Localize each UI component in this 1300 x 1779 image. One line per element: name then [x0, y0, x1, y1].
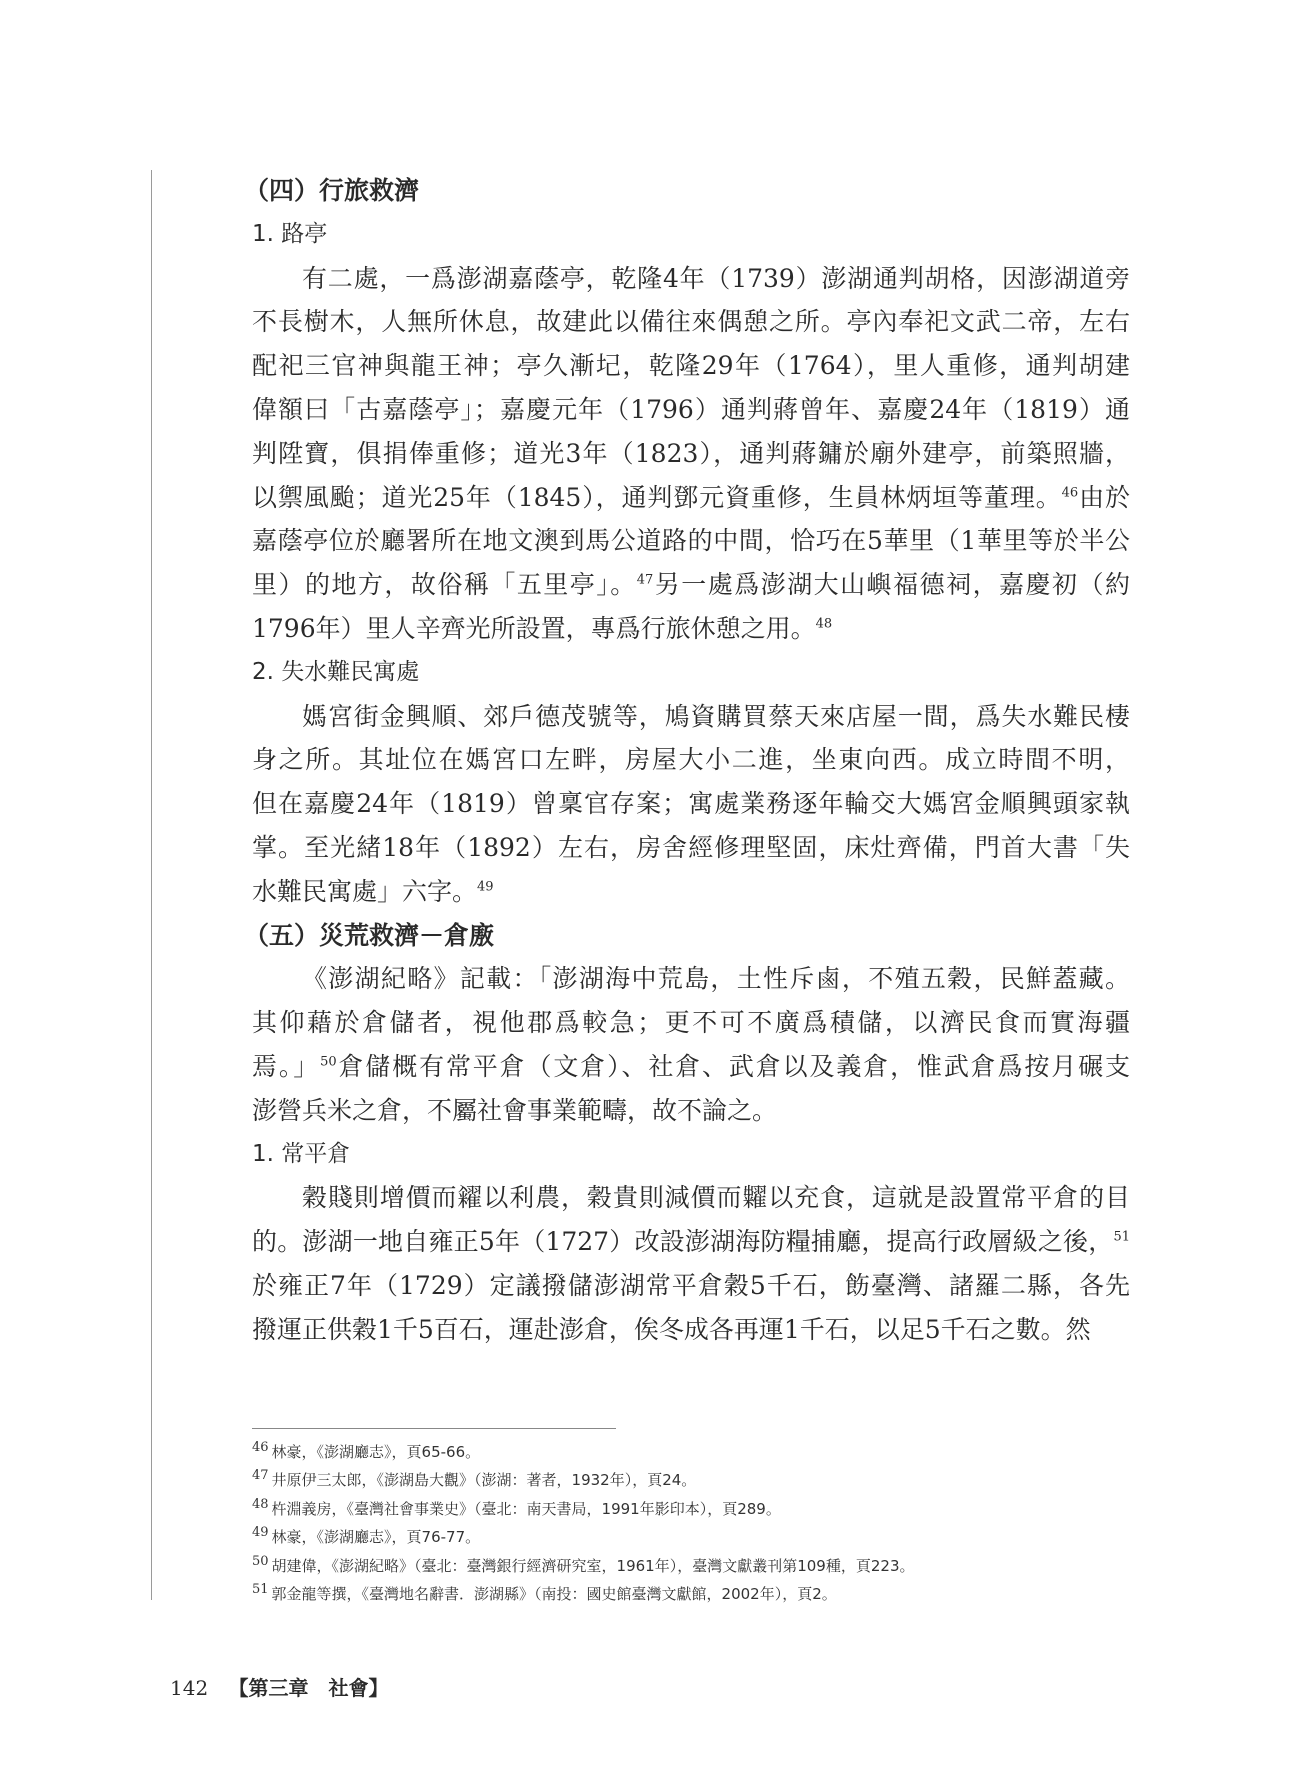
footnote-text: 井原伊三太郎，《澎湖島大觀》（澎湖：著者，1932年），頁24。: [271, 1471, 697, 1490]
text-line: [252, 476, 1130, 520]
chapter-title: 【第三章 社會】: [228, 1676, 389, 1700]
page-footer: [170, 1672, 389, 1701]
footnote-text: 杵淵義房，《臺灣社會事業史》（臺北：南天書局，1991年影印本），頁289。: [271, 1499, 781, 1518]
text-line: [252, 826, 1130, 870]
section-heading: （五）災荒救濟－倉廒: [244, 920, 495, 950]
text-span: 的。澎湖一地自雍正5年（1727）改設澎湖海防糧捕廳，提高行政層級之後，: [252, 1227, 1114, 1257]
text-line: [252, 695, 1130, 739]
footnote: [252, 1438, 915, 1466]
text-span: 配祀三官神與龍王神；亭久漸圮，乾隆29年（1764），里人重修，通判胡建: [252, 351, 1130, 381]
footnote-text: 郭金龍等撰，《臺灣地名辭書．澎湖縣》（南投：國史館臺灣文獻館，2002年），頁2。: [271, 1584, 837, 1603]
footnotes: [252, 1438, 915, 1608]
subsection-heading: 1. 路亭: [252, 220, 328, 247]
text-line: [252, 1001, 1130, 1045]
text-span: 媽宮街金興順、郊戶德茂號等，鳩資購買蔡天來店屋一間，爲失水難民棲: [302, 701, 1130, 731]
text-span: 嘉蔭亭位於廳署所在地文澳到馬公道路的中間，恰巧在5華里（1華里等於半公: [252, 526, 1130, 556]
text-line: [252, 300, 1130, 344]
text-span: 有二處，一爲澎湖嘉蔭亭，乾隆4年（1739）澎湖通判胡格，因澎湖道旁: [302, 263, 1130, 293]
footnote-text: 林豪，《澎湖廳志》，頁65-66。: [271, 1443, 481, 1461]
footnote-ref: 50: [320, 1054, 337, 1070]
text-span: 判陞寶，俱捐俸重修；道光3年（1823），通判蔣鏞於廟外建亭，前築照牆，: [252, 438, 1130, 468]
main-text: [244, 169, 1130, 1352]
text-span: 由於: [1078, 482, 1130, 512]
page-number: 142: [170, 1676, 209, 1700]
text-line: [252, 1089, 1130, 1133]
footnote-number: 47: [252, 1468, 269, 1484]
text-span: 焉。」: [252, 1051, 321, 1081]
subsection-heading: 1. 常平倉: [252, 1140, 351, 1167]
footnote-number: 48: [252, 1496, 269, 1512]
subsection-heading: 2. 失水難民寓處: [252, 658, 420, 685]
text-span: 掌。至光緒18年（1892）左右，房舍經修理堅固，床灶齊備，門首大書「失: [252, 832, 1130, 862]
text-span: 於雍正7年（1729）定議撥儲澎湖常平倉穀5千石，飭臺灣、諸羅二縣，各先: [252, 1270, 1130, 1300]
footnote-ref: 49: [477, 879, 494, 895]
footnote-ref: 51: [1113, 1229, 1130, 1245]
footnote: [252, 1495, 915, 1523]
paragraph: [252, 1176, 1130, 1351]
text-line: [252, 738, 1130, 782]
text-span: 身之所。其址位在媽宮口左畔，房屋大小二進，坐東向西。成立時間不明，: [252, 745, 1130, 775]
footnote-divider: [252, 1428, 616, 1429]
text-span: 不長樹木，人無所休息，故建此以備往來偶憩之所。亭內奉祀文武二帝，左右: [252, 307, 1130, 337]
text-span: 里）的地方，故俗稱「五里亭」。: [252, 570, 637, 600]
text-span: 水難民寓處」六字。: [252, 876, 478, 906]
text-line: [252, 782, 1130, 826]
text-line: [252, 1176, 1130, 1220]
footnote-ref: 46: [1061, 485, 1079, 501]
text-span: 撥運正供穀1千5百石，運赴澎倉，俟冬成各再運1千石，以足5千石之數。然: [252, 1314, 1091, 1344]
text-line: [252, 432, 1130, 476]
section-heading: （四）行旅救濟: [244, 176, 420, 205]
footnote-number: 50: [252, 1553, 269, 1569]
paragraph: [252, 257, 1130, 651]
paragraph: [252, 695, 1130, 914]
footnote-ref: 48: [815, 616, 833, 632]
text-span: 倉儲概有常平倉（文倉）、社倉、武倉以及義倉，惟武倉爲按月碾支: [336, 1051, 1130, 1081]
text-line: [252, 870, 1130, 914]
margin-rule: [151, 170, 152, 1600]
footnote-ref: 47: [636, 572, 654, 588]
footnote-number: 51: [252, 1581, 269, 1597]
footnote-text: 胡建偉，《澎湖紀略》（臺北：臺灣銀行經濟研究室，1961年），臺灣文獻叢刊第109種，頁223。: [271, 1556, 915, 1575]
text-span: 其仰藉於倉儲者，視他郡爲較急；更不可不廣爲積儲，以濟民食而實海疆: [252, 1008, 1130, 1038]
text-line: [252, 563, 1130, 607]
text-line: [252, 607, 1130, 651]
text-span: 另一處爲澎湖大山嶼福德祠，嘉慶初（約: [653, 570, 1130, 600]
text-span: 偉額曰「古嘉蔭亭」；嘉慶元年（1796）通判蔣曾年、嘉慶24年（1819）通: [252, 394, 1130, 424]
text-line: [252, 1220, 1130, 1264]
text-line: [252, 957, 1130, 1001]
text-line: [252, 1308, 1130, 1352]
footnote: [252, 1523, 915, 1551]
text-line: [252, 1045, 1130, 1089]
text-line: [252, 257, 1130, 301]
footnote-number: 46: [252, 1440, 269, 1455]
text-span: 以禦風颱；道光25年（1845），通判鄧元資重修，生員林炳垣等董理。: [252, 482, 1062, 512]
text-span: 澎營兵米之倉，不屬社會事業範疇，故不論之。: [252, 1095, 778, 1125]
footnote-number: 49: [252, 1525, 269, 1541]
footnote: [252, 1580, 915, 1608]
text-line: [252, 519, 1130, 563]
text-span: 但在嘉慶24年（1819）曾稟官存案；寓處業務逐年輪交大媽宮金順興頭家執: [252, 789, 1130, 819]
text-line: [252, 344, 1130, 388]
text-span: 穀賤則增價而糴以利農，穀貴則減價而糶以充食，這就是設置常平倉的目: [302, 1183, 1130, 1213]
footnote-text: 林豪，《澎湖廳志》，頁76-77。: [271, 1528, 481, 1547]
footnote: [252, 1552, 915, 1580]
footnote: [252, 1466, 915, 1494]
paragraph: [252, 957, 1130, 1132]
text-span: 1796年）里人辛齊光所設置，專爲行旅休憩之用。: [252, 613, 816, 643]
text-span: 《澎湖紀略》記載：「澎湖海中荒島，土性斥鹵，不殖五穀，民鮮蓋藏。: [302, 964, 1130, 994]
text-line: [252, 388, 1130, 432]
text-line: [252, 1264, 1130, 1308]
